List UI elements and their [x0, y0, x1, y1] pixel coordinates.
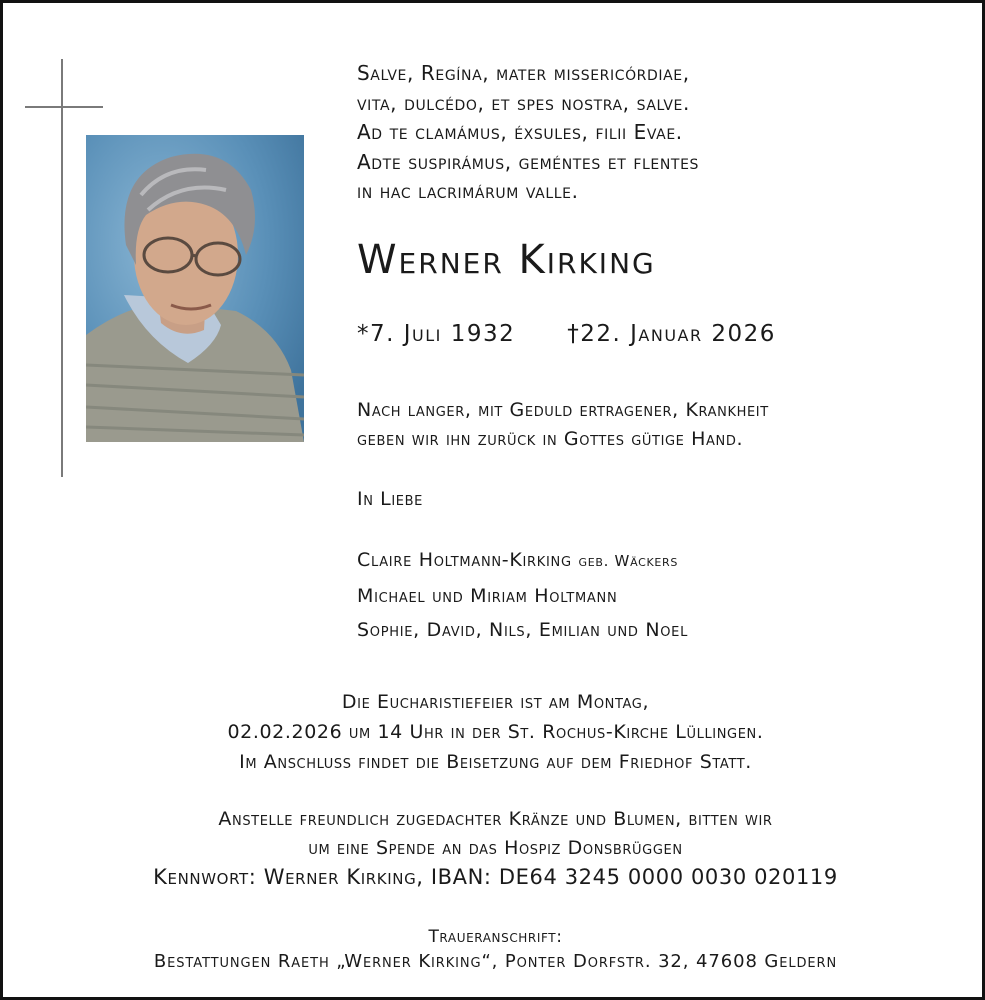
service-line: Im Anschluss findet die Beisetzung auf dem Friedhof Statt.: [239, 751, 752, 773]
address-label: Traueranschrift:: [428, 927, 563, 947]
death-date: 22. Januar 2026: [580, 321, 776, 347]
family-line: [357, 543, 977, 579]
donation-info: [6, 805, 985, 892]
service-info: [6, 687, 985, 777]
family-line: Sophie, David, Nils, Emilian und Noel: [357, 619, 689, 641]
portrait-illustration: [86, 135, 304, 442]
family-list: [357, 543, 977, 648]
deceased-name: Werner Kirking: [357, 237, 656, 283]
donation-iban-line: Kennwort: Werner Kirking, IBAN: DE64 3245 0000 0030 020119: [153, 865, 838, 889]
statement: [357, 396, 977, 454]
in-love-heading: In Liebe: [357, 488, 423, 510]
cross-horizontal-bar: [25, 106, 103, 108]
prayer-line: Adte suspirámus, geméntes et flentes: [357, 149, 700, 174]
prayer-line: in hac lacrimárum valle.: [357, 179, 579, 203]
donation-line: Anstelle freundlich zugedachter Kränze und Blumen, bitten wir: [218, 808, 773, 830]
cross-vertical-bar: [61, 59, 63, 477]
prayer-line: vita, dulcédo, et spes nostra, salve.: [357, 90, 690, 115]
mourning-address: Bestattungen Raeth „Werner Kirking“, Ponter Dorfstr. 32, 47608 Geldern: [153, 951, 838, 972]
maiden-name: geb. Wäckers: [578, 552, 679, 570]
portrait-photo: [86, 135, 304, 442]
birth-date: *7. Juli 1932: [357, 321, 516, 347]
life-dates: [357, 321, 776, 347]
prayer-line: Ad te clamámus, éxsules, filii Evae.: [357, 120, 683, 144]
family-member-name: Claire Holtmann-Kirking: [357, 549, 572, 571]
service-line: 02.02.2026 um 14 Uhr in der St. Rochus-Kirche Lüllingen.: [227, 721, 764, 743]
family-line: Michael und Miriam Holtmann: [357, 584, 618, 607]
service-line: Die Eucharistiefeier ist am Montag,: [341, 691, 650, 713]
prayer-line: Salve, Regína, mater missericórdiae,: [357, 61, 690, 85]
cross-symbol-icon: †: [567, 321, 581, 347]
prayer-text: [357, 59, 967, 207]
statement-line: geben wir ihn zurück in Gottes gütige Hand.: [357, 428, 744, 450]
donation-line: um eine Spende an das Hospiz Donsbrüggen: [308, 837, 683, 859]
statement-line: Nach langer, mit Geduld ertragener, Krankheit: [357, 399, 769, 421]
